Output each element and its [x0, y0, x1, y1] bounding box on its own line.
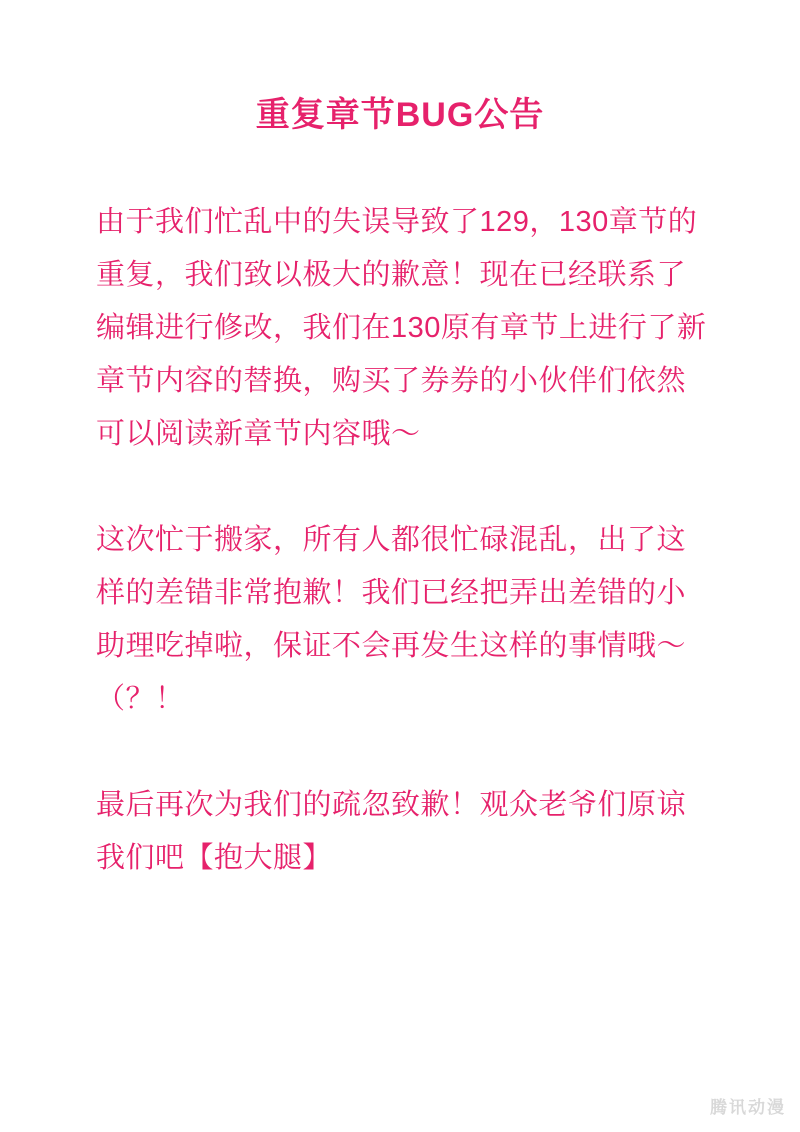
announcement-paragraph: 这次忙于搬家，所有人都很忙碌混乱，出了这样的差错非常抱歉！我们已经把弄出差错的小助理吃掉啦，保证不会再发生这样的事情哦～（？！ [96, 524, 687, 715]
announcement-paragraph: 最后再次为我们的疏忽致歉！观众老爷们原谅我们吧【抱大腿】 [96, 789, 687, 874]
page-title: 重复章节BUG公告 [255, 96, 545, 134]
announcement-body [96, 196, 708, 885]
announcement-paragraph: 由于我们忙乱中的失误导致了129，130章节的重复，我们致以极大的歉意！现在已经联系了编辑进行修改，我们在130原有章节上进行了新章节内容的替换，购买了券券的小伙伴们依然可以阅读新章节内容哦～ [96, 206, 707, 450]
watermark-label: 腾讯动漫 [710, 1098, 786, 1117]
